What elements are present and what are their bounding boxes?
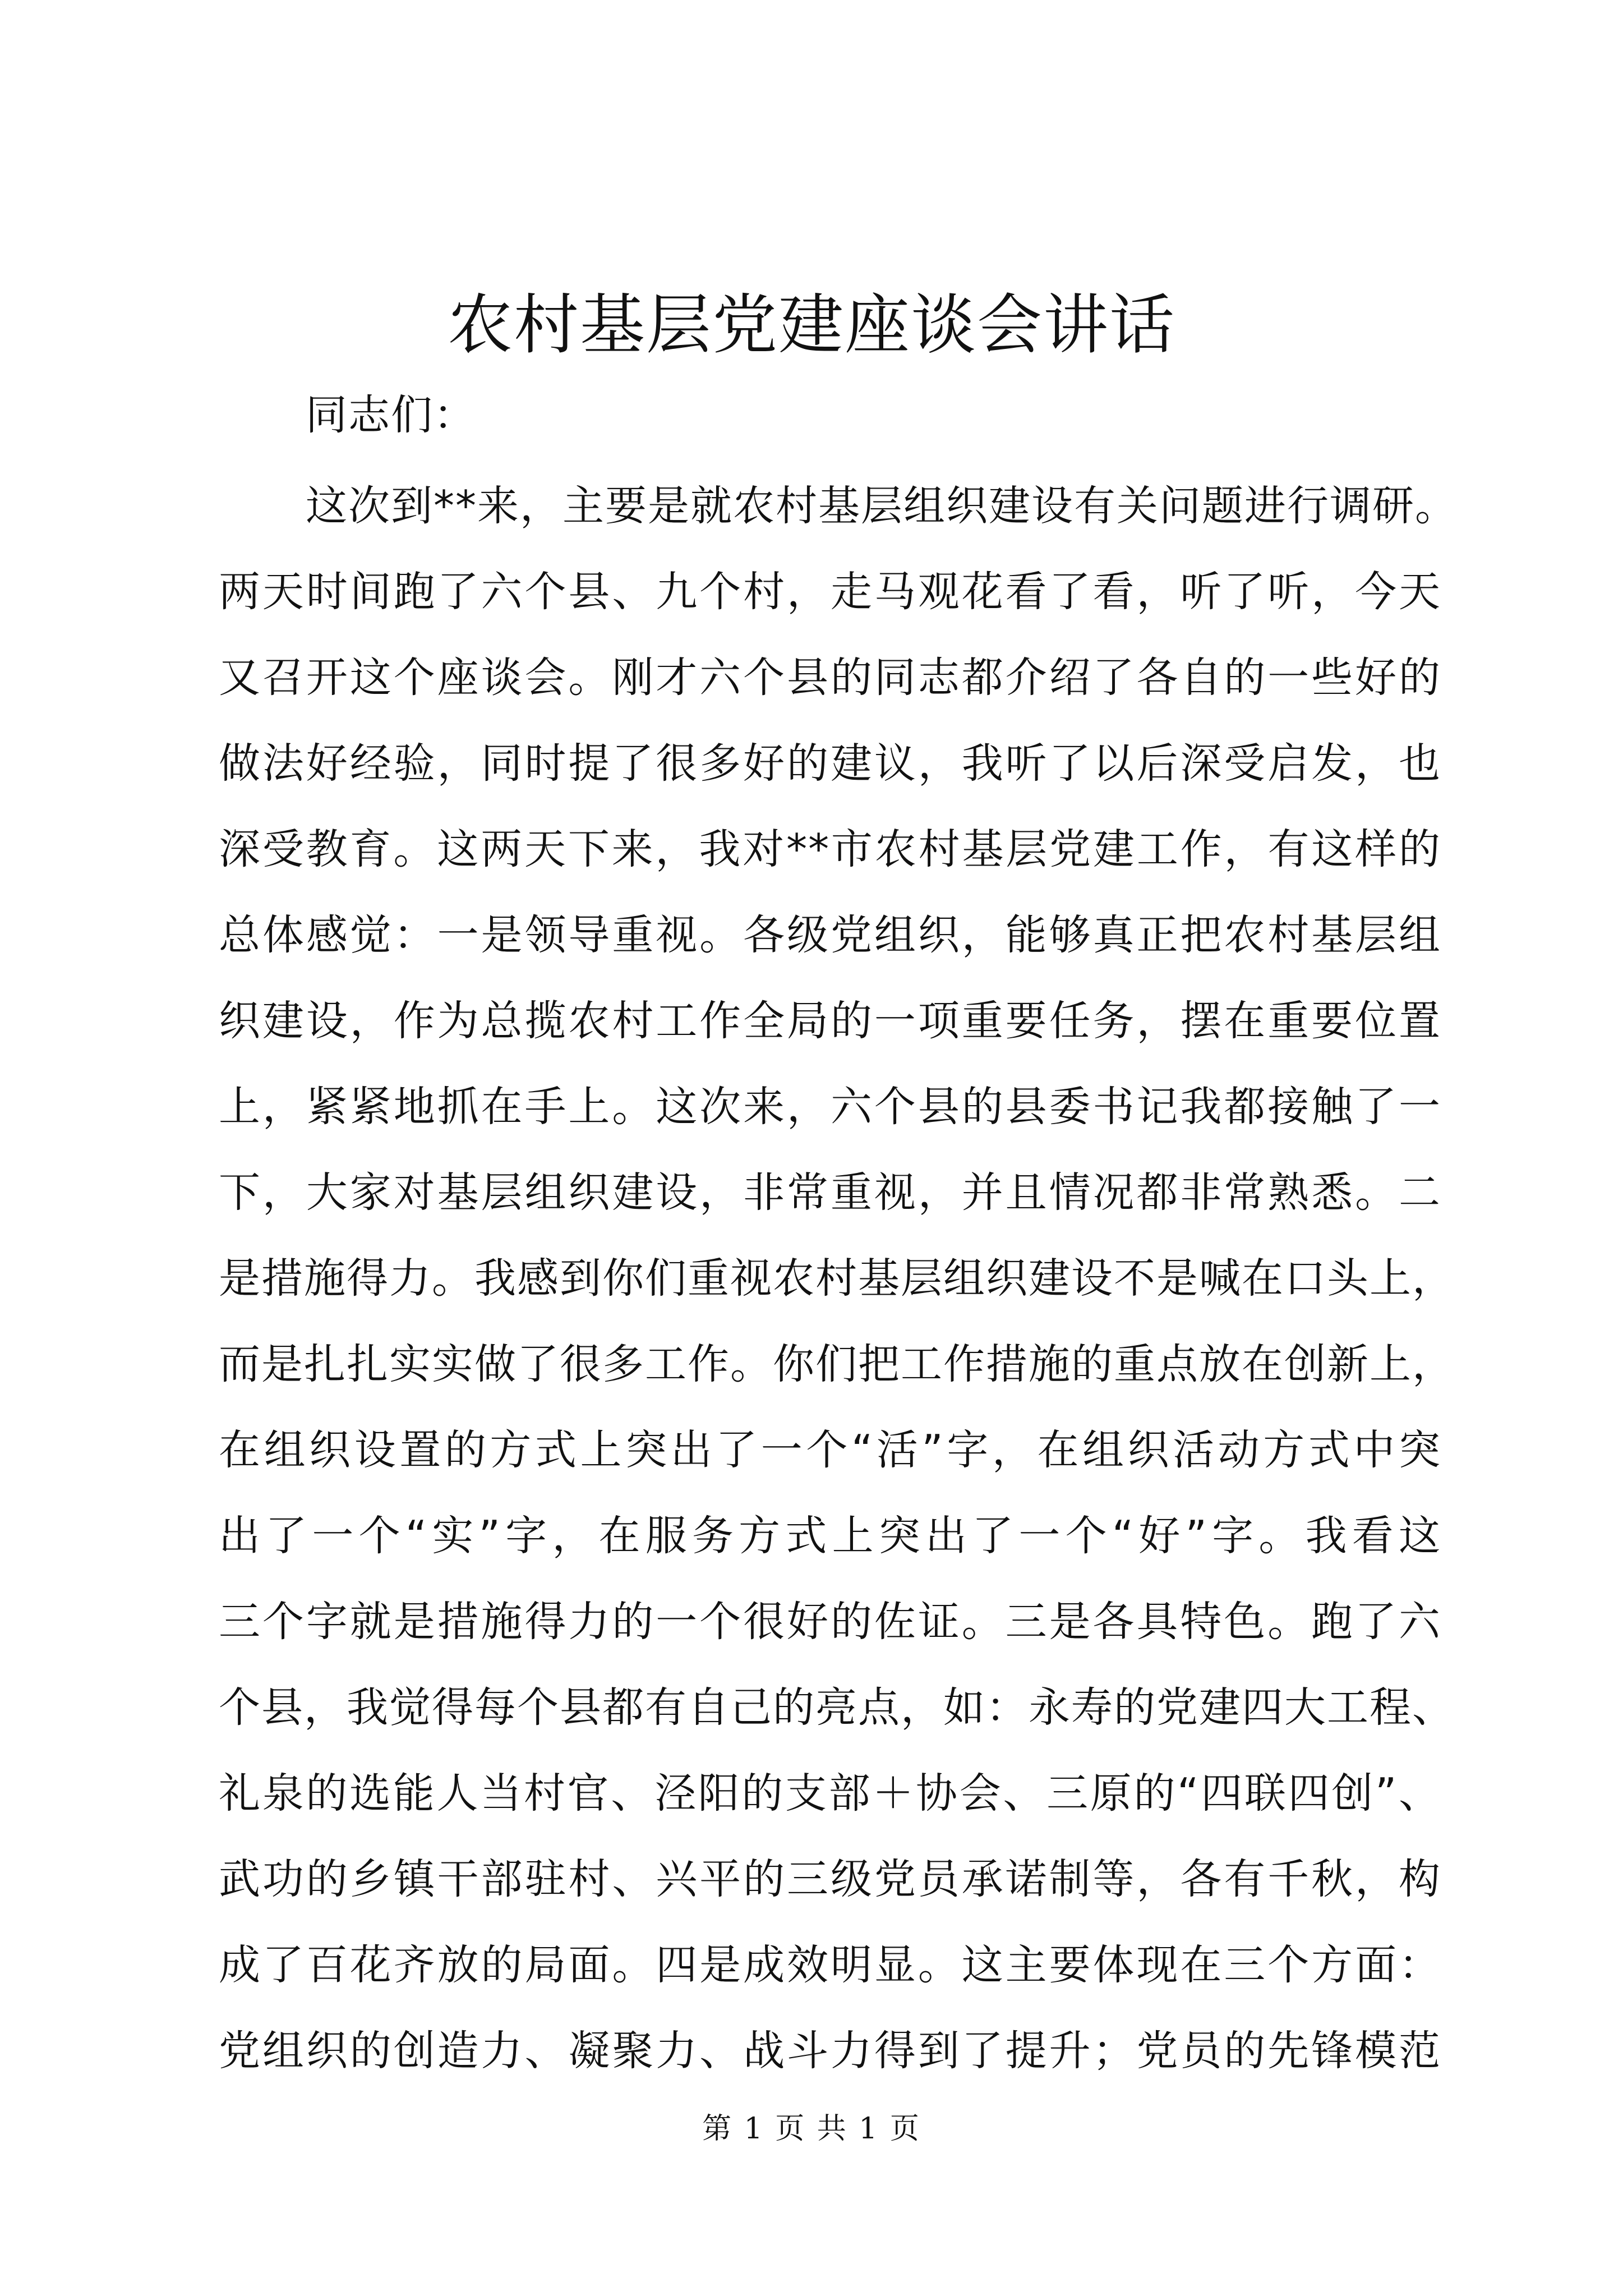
body-line: 成了百花齐放的局面。四是成效明显。这主要体现在三个方面： [219, 1941, 1441, 1989]
document-title: 农村基层党建座谈会讲话 [448, 287, 1175, 363]
body-line: 是措施得力。我感到你们重视农村基层组织建设不是喊在口头上， [219, 1254, 1455, 1303]
body-line: 党组织的创造力、凝聚力、战斗力得到了提升；党员的先锋模范 [219, 2027, 1441, 2075]
body-line: 总体感觉：一是领导重视。各级党组织，能够真正把农村基层组 [219, 911, 1441, 959]
body-line: 出了一个“实”字，在服务方式上突出了一个“好”字。我看这 [219, 1512, 1441, 1560]
body-line: 织建设，作为总揽农村工作全局的一项重要任务，摆在重要位置 [219, 997, 1441, 1045]
salutation: 同志们： [306, 391, 476, 439]
body-line: 两天时间跑了六个县、九个村，走马观花看了看，听了听，今天 [219, 568, 1441, 616]
body-line: 这次到**来，主要是就农村基层组织建设有关问题进行调研。 [306, 482, 1458, 530]
body-line: 而是扎扎实实做了很多工作。你们把工作措施的重点放在创新上， [219, 1340, 1455, 1388]
body-line: 在组织设置的方式上突出了一个“活”字，在组织活动方式中突 [219, 1426, 1441, 1474]
body-line: 个县，我觉得每个县都有自己的亮点，如：永寿的党建四大工程、 [219, 1683, 1455, 1732]
body-line: 三个字就是措施得力的一个很好的佐证。三是各具特色。跑了六 [219, 1598, 1441, 1646]
body-line: 上，紧紧地抓在手上。这次来，六个县的县委书记我都接触了一 [219, 1083, 1441, 1131]
body-line: 下，大家对基层组织建设，非常重视，并且情况都非常熟悉。二 [219, 1168, 1441, 1217]
page-footer: 第 1 页 共 1 页 [702, 2112, 921, 2146]
body-line: 武功的乡镇干部驻村、兴平的三级党员承诺制等，各有千秋，构 [219, 1855, 1441, 1903]
body-text [219, 478, 1458, 2109]
body-line: 礼泉的选能人当村官、泾阳的支部＋协会、三原的“四联四创”、 [219, 1769, 1441, 1818]
body-line: 又召开这个座谈会。刚才六个县的同志都介绍了各自的一些好的 [219, 654, 1441, 702]
body-line: 做法好经验，同时提了很多好的建议，我听了以后深受启发，也 [219, 739, 1441, 788]
body-line: 深受教育。这两天下来，我对**市农村基层党建工作，有这样的 [219, 825, 1441, 873]
